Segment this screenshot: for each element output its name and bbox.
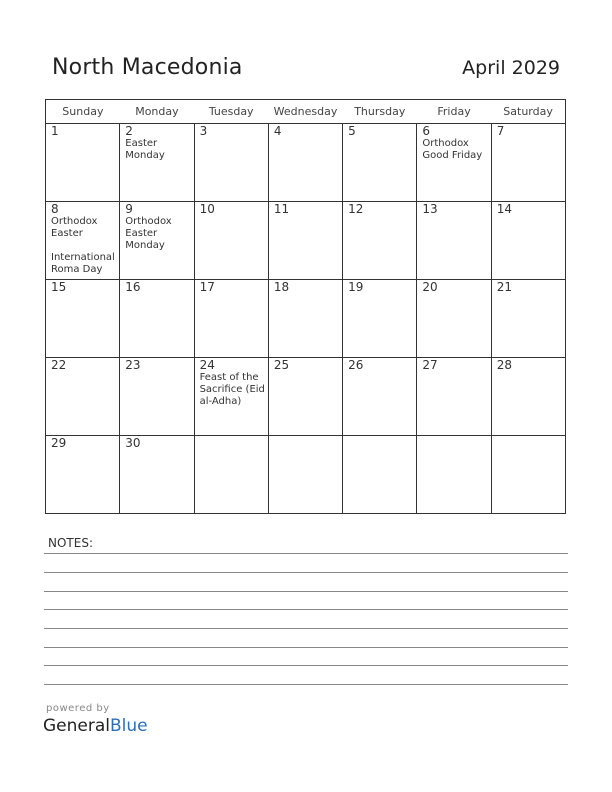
day-cell <box>417 202 491 280</box>
day-number: 22 <box>51 358 67 372</box>
day-cell <box>417 358 491 436</box>
day-number: 29 <box>51 436 67 450</box>
day-number: 23 <box>125 358 141 372</box>
day-cell <box>120 202 194 280</box>
calendar-grid <box>45 99 566 514</box>
week-row <box>46 436 566 514</box>
note-line <box>44 609 568 610</box>
month-title: April 2029 <box>462 57 560 79</box>
day-cell <box>120 280 194 358</box>
day-cell <box>343 124 417 202</box>
note-line <box>44 665 568 666</box>
day-number: 16 <box>125 280 141 294</box>
note-line <box>44 591 568 592</box>
event-gap <box>51 240 119 252</box>
day-number: 28 <box>496 358 512 372</box>
holiday-label: Feast of the Sacrifice (Eid al-Adha) <box>199 372 265 407</box>
day-cell <box>491 436 565 514</box>
day-number: 15 <box>51 280 67 294</box>
day-cell <box>268 358 342 436</box>
day-cell <box>268 124 342 202</box>
day-cell <box>491 358 565 436</box>
holiday-label: Orthodox Good Friday <box>422 138 483 161</box>
day-number: 8 <box>51 202 59 216</box>
day-number: 21 <box>496 280 512 294</box>
day-number: 1 <box>51 124 59 138</box>
day-cell <box>268 202 342 280</box>
week-row <box>46 202 566 280</box>
day-cell <box>417 436 491 514</box>
day-number: 30 <box>125 436 141 450</box>
weekday-header: Tuesday <box>194 100 268 124</box>
weekday-header: Wednesday <box>268 100 342 124</box>
note-line <box>44 553 568 554</box>
day-number: 9 <box>125 202 133 216</box>
day-number: 12 <box>348 202 364 216</box>
day-number: 4 <box>273 124 282 138</box>
week-row <box>46 124 566 202</box>
weekday-header: Thursday <box>343 100 417 124</box>
note-line <box>44 647 568 648</box>
day-cell <box>343 280 417 358</box>
day-number: 14 <box>496 202 512 216</box>
holiday-label: Easter Monday <box>125 138 165 161</box>
day-cell <box>46 436 120 514</box>
day-cell <box>46 358 120 436</box>
day-cell <box>46 280 120 358</box>
day-cell <box>417 280 491 358</box>
day-cell <box>120 358 194 436</box>
day-number: 26 <box>348 358 364 372</box>
brand-blue: Blue <box>110 716 148 736</box>
day-cell <box>491 280 565 358</box>
note-line <box>44 628 568 629</box>
holiday-label: Orthodox Easter Monday <box>125 216 172 251</box>
weekday-header: Friday <box>417 100 491 124</box>
day-number: 19 <box>348 280 364 294</box>
weekday-header: Sunday <box>46 100 120 124</box>
holiday-label: International Roma Day <box>51 252 115 275</box>
note-line <box>44 572 568 573</box>
day-cell <box>268 280 342 358</box>
day-cell <box>194 358 268 436</box>
day-number: 2 <box>125 124 133 138</box>
day-cell <box>417 124 491 202</box>
day-cell <box>268 436 342 514</box>
brand-general: General <box>43 716 110 736</box>
day-number: 25 <box>273 358 290 372</box>
day-number: 7 <box>496 124 505 138</box>
day-number: 5 <box>348 124 356 138</box>
powered-by-text: powered by <box>46 703 110 714</box>
weekday-header-row <box>46 100 566 124</box>
holiday-label: Orthodox Easter <box>51 216 98 239</box>
day-cell <box>194 124 268 202</box>
day-number: 3 <box>199 124 208 138</box>
week-row <box>46 358 566 436</box>
weekday-header: Monday <box>120 100 194 124</box>
day-cell <box>120 124 194 202</box>
day-cell <box>46 124 120 202</box>
day-cell <box>120 436 194 514</box>
day-cell <box>194 436 268 514</box>
day-cell <box>343 202 417 280</box>
day-number: 27 <box>422 358 438 372</box>
weekday-header: Saturday <box>491 100 565 124</box>
day-number: 17 <box>199 280 215 294</box>
notes-label: NOTES: <box>48 536 93 550</box>
day-cell <box>194 202 268 280</box>
day-number: 11 <box>273 202 290 216</box>
day-cell <box>491 202 565 280</box>
day-number: 6 <box>422 124 431 138</box>
country-title: North Macedonia <box>52 55 243 80</box>
note-line <box>44 684 568 685</box>
day-number: 18 <box>273 280 290 294</box>
week-row <box>46 280 566 358</box>
day-cell <box>343 358 417 436</box>
day-cell <box>491 124 565 202</box>
day-cell <box>194 280 268 358</box>
day-number: 20 <box>422 280 438 294</box>
day-number: 10 <box>199 202 215 216</box>
brand-logo <box>43 716 148 736</box>
day-cell <box>46 202 120 280</box>
day-cell <box>343 436 417 514</box>
day-number: 13 <box>422 202 438 216</box>
day-number: 24 <box>199 358 215 372</box>
